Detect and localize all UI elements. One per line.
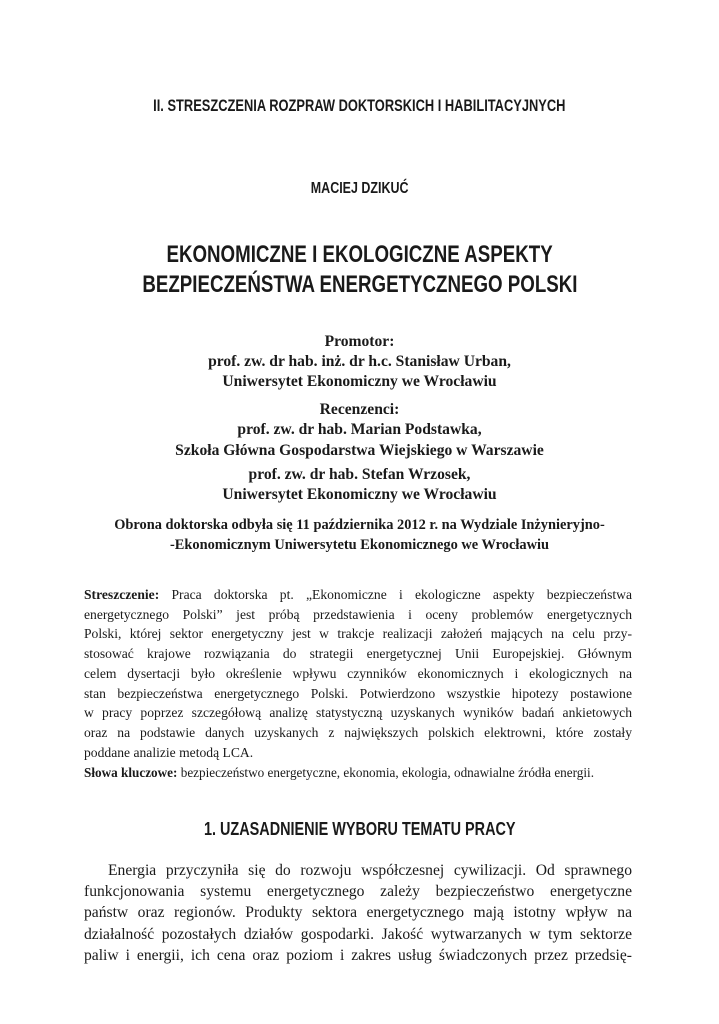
abstract (84, 585, 632, 762)
reviewers-label: Recenzenci: (319, 401, 400, 418)
body-line: działalność pozostałych działów gospodarki. Jakość wytwarzanych w tym sektorze (84, 925, 632, 943)
author-name: MACIEJ DZIKUĆ (310, 180, 409, 197)
abstract-line: energetycznego Polski” jest próbą przedstawienia i oceny problemów energetycznych (84, 606, 632, 622)
section-header: II. STRESZCZENIA ROZPRAW DOKTORSKICH I HABILITACYJNYCH (153, 97, 566, 115)
abstract-line: poddane analizie metodą LCA. (84, 744, 254, 760)
body-line: funkcjonowania systemu energetycznego zależy bezpieczeństwo energetyczne (84, 883, 632, 901)
reviewer-2-name: prof. zw. dr hab. Stefan Wrzosek, (248, 466, 471, 483)
section-heading: 1. UZASADNIENIE WYBORU TEMATU PRACY (203, 818, 516, 839)
defense-line-1: Obrona doktorska odbyła się 11 października 2012 r. na Wydziale Inżynieryjno- (114, 517, 605, 533)
keywords-label: Słowa kluczowe: (84, 765, 178, 780)
keywords-text: bezpieczeństwo energetyczne, ekonomia, ekologia, odnawialne źródła energii. (177, 765, 594, 780)
promotor-label: Promotor: (324, 333, 395, 350)
abstract-label: Streszczenie: (84, 587, 160, 602)
reviewer-2-affiliation: Uniwersytet Ekonomiczny we Wrocławiu (222, 486, 497, 503)
body-paragraph (84, 860, 632, 966)
abstract-line: stan bezpieczeństwa energetycznego Polski. Potwierdzono wszystkie hipotezy postawione (84, 685, 632, 701)
keywords (84, 765, 632, 781)
reviewer-1-affiliation: Szkoła Główna Gospodarstwa Wiejskiego w Warszawie (175, 442, 544, 459)
promotor-affiliation: Uniwersytet Ekonomiczny we Wrocławiu (222, 373, 497, 390)
abstract-line: oraz na podstawie danych uzyskanych z największych polskich elektrowni, które zostały (84, 724, 632, 740)
abstract-line: Polski, której sektor energetyczny jest w trakcje realizacji założeń mających na celu przy- (84, 626, 632, 642)
paper-title-line-1: EKONOMICZNE I EKOLOGICZNE ASPEKTY (166, 241, 553, 268)
body-line: Energia przyczyniła się do rozwoju współczesnej cywilizacji. Od sprawnego (108, 862, 632, 879)
promotor-name: prof. zw. dr hab. inż. dr h.c. Stanisław Urban, (208, 353, 511, 370)
paper-title-line-2: BEZPIECZEŃSTWA ENERGETYCZNEGO POLSKI (141, 271, 578, 298)
abstract-line: w pracy poprzez szczegółową analizę statystyczną uzyskanych wyników badań ankietowych (84, 705, 632, 721)
reviewer-1-name: prof. zw. dr hab. Marian Podstawka, (237, 421, 482, 438)
abstract-line: stosować krajowe rozwiązania do strategii energetycznej Unii Europejskiej. Głównym (84, 646, 632, 662)
defense-line-2: -Ekonomicznym Uniwersytetu Ekonomicznego we Wrocławiu (170, 537, 549, 553)
body-line: paliw i energii, ich cena oraz poziom i zakres usług świadczonych przez przedsię- (84, 946, 632, 964)
abstract-line: Streszczenie: Praca doktorska pt. „Ekonomiczne i ekologiczne aspekty bezpieczeństwa (84, 587, 632, 602)
body-line: państw oraz regionów. Produkty sektora energetycznego mają istotny wpływ na (84, 904, 632, 922)
abstract-line: celem dysertacji było określenie wpływu czynników ekonomicznych i ekologicznych na (84, 665, 632, 681)
